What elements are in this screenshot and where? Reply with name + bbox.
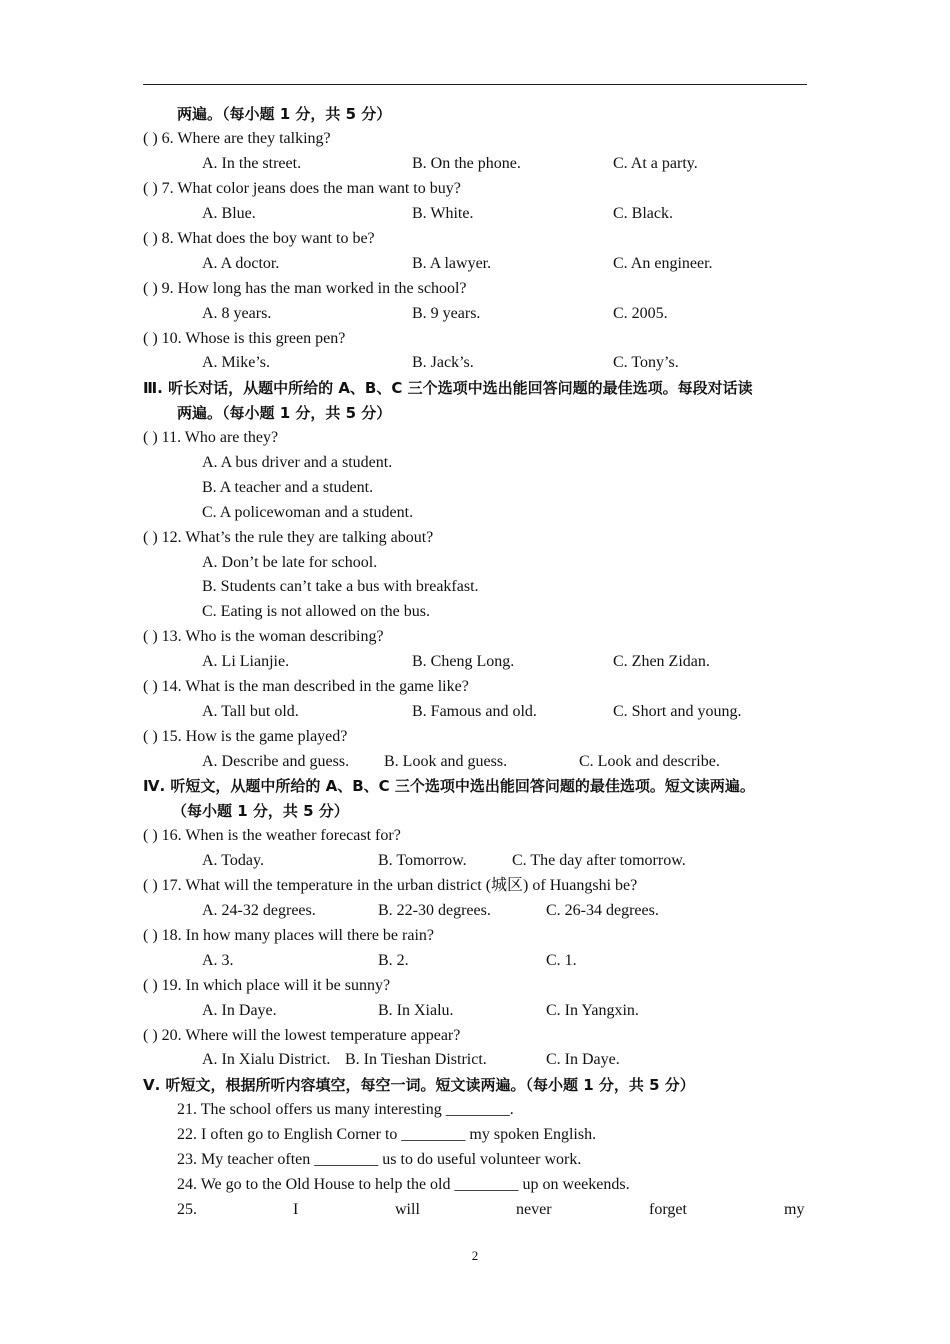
q10-option-b: B. Jack’s. [412,354,474,371]
q20-option-c: C. In Daye. [546,1051,620,1068]
fill-in-22: 22. I often go to English Corner to ________ my spoken English. [177,1126,597,1143]
q19-option-a: A. In Daye. [202,1002,277,1019]
q9-option-c: C. 2005. [613,305,668,322]
page-number: 2 [471,1248,479,1263]
q17-option-c: C. 26-34 degrees. [546,902,659,919]
fill-in-23: 23. My teacher often ________ us to do useful volunteer work. [177,1151,582,1168]
q16-option-c: C. The day after tomorrow. [512,852,686,869]
q18-option-b: B. 2. [378,952,409,969]
q16-option-a: A. Today. [202,852,264,869]
q20-option-b: B. In Tieshan District. [345,1051,487,1068]
question-15: ( ) 15. How is the game played? [143,728,348,745]
question-6: ( ) 6. Where are they talking? [143,130,331,147]
q19-option-b: B. In Xialu. [378,1002,454,1019]
question-13: ( ) 13. Who is the woman describing? [143,628,384,645]
header-rule [143,84,807,85]
q12-option-c: C. Eating is not allowed on the bus. [202,603,430,620]
q12-option-a: A. Don’t be late for school. [202,554,378,571]
q9-option-b: B. 9 years. [412,305,481,322]
q9-option-a: A. 8 years. [202,305,272,322]
q18-option-c: C. 1. [546,952,577,969]
fill-in-25-word: never [516,1201,552,1218]
fill-in-21: 21. The school offers us many interesting ________. [177,1101,514,1118]
question-11: ( ) 11. Who are they? [143,429,279,446]
question-14: ( ) 14. What is the man described in the game like? [143,678,469,695]
q13-option-b: B. Cheng Long. [412,653,515,670]
section-2-tail: 两遍。（每小题 1 分，共 5 分） [177,105,392,123]
q10-option-c: C. Tony’s. [613,354,679,371]
q15-option-b: B. Look and guess. [384,753,508,770]
section-3-heading: Ⅲ. 听长对话，从题中所给的 A、B、C 三个选项中选出能回答问题的最佳选项。每段对话读 [143,379,753,397]
question-12: ( ) 12. What’s the rule they are talking about? [143,529,434,546]
q14-option-c: C. Short and young. [613,703,742,720]
question-9: ( ) 9. How long has the man worked in the school? [143,280,467,297]
q13-option-a: A. Li Lianjie. [202,653,290,670]
q19-option-c: C. In Yangxin. [546,1002,639,1019]
q14-option-b: B. Famous and old. [412,703,537,720]
q6-option-b: B. On the phone. [412,155,521,172]
q6-option-a: A. In the street. [202,155,302,172]
q8-option-c: C. An engineer. [613,255,713,272]
q11-option-c: C. A policewoman and a student. [202,504,414,521]
q8-option-b: B. A lawyer. [412,255,492,272]
q14-option-a: A. Tall but old. [202,703,299,720]
q8-option-a: A. A doctor. [202,255,280,272]
question-16: ( ) 16. When is the weather forecast for? [143,827,401,844]
q11-option-b: B. A teacher and a student. [202,479,374,496]
q18-option-a: A. 3. [202,952,234,969]
q13-option-c: C. Zhen Zidan. [613,653,710,670]
question-18: ( ) 18. In how many places will there be rain? [143,927,435,944]
q15-option-a: A. Describe and guess. [202,753,350,770]
q16-option-b: B. Tomorrow. [378,852,467,869]
q17-option-b: B. 22-30 degrees. [378,902,491,919]
q7-option-a: A. Blue. [202,205,256,222]
q12-option-b: B. Students can’t take a bus with breakfast. [202,578,479,595]
fill-in-25-number: 25. [177,1201,197,1218]
q17-option-a: A. 24-32 degrees. [202,902,316,919]
fill-in-25-word: will [395,1201,420,1218]
fill-in-25-word: forget [649,1201,687,1218]
section-4-heading-cont: （每小题 1 分，共 5 分） [172,802,349,820]
question-10: ( ) 10. Whose is this green pen? [143,330,346,347]
q6-option-c: C. At a party. [613,155,698,172]
question-19: ( ) 19. In which place will it be sunny? [143,977,391,994]
q15-option-c: C. Look and describe. [579,753,720,770]
question-7: ( ) 7. What color jeans does the man want to buy? [143,180,461,197]
q7-option-b: B. White. [412,205,474,222]
section-5-heading: Ⅴ. 听短文，根据所听内容填空，每空一词。短文读两遍。（每小题 1 分，共 5 分） [143,1076,695,1094]
fill-in-25-word: my [784,1201,805,1218]
q20-option-a: A. In Xialu District. [202,1051,331,1068]
question-20: ( ) 20. Where will the lowest temperature appear? [143,1027,461,1044]
fill-in-24: 24. We go to the Old House to help the old ________ up on weekends. [177,1176,630,1193]
q7-option-c: C. Black. [613,205,673,222]
fill-in-25-word: I [293,1201,299,1218]
q10-option-a: A. Mike’s. [202,354,270,371]
q11-option-a: A. A bus driver and a student. [202,454,393,471]
question-17: ( ) 17. What will the temperature in the urban district (城区) of Huangshi be? [143,877,638,894]
section-4-heading: Ⅳ. 听短文，从题中所给的 A、B、C 三个选项中选出能回答问题的最佳选项。短文读两遍。 [143,777,755,795]
section-3-heading-cont: 两遍。（每小题 1 分，共 5 分） [177,404,392,422]
question-8: ( ) 8. What does the boy want to be? [143,230,375,247]
